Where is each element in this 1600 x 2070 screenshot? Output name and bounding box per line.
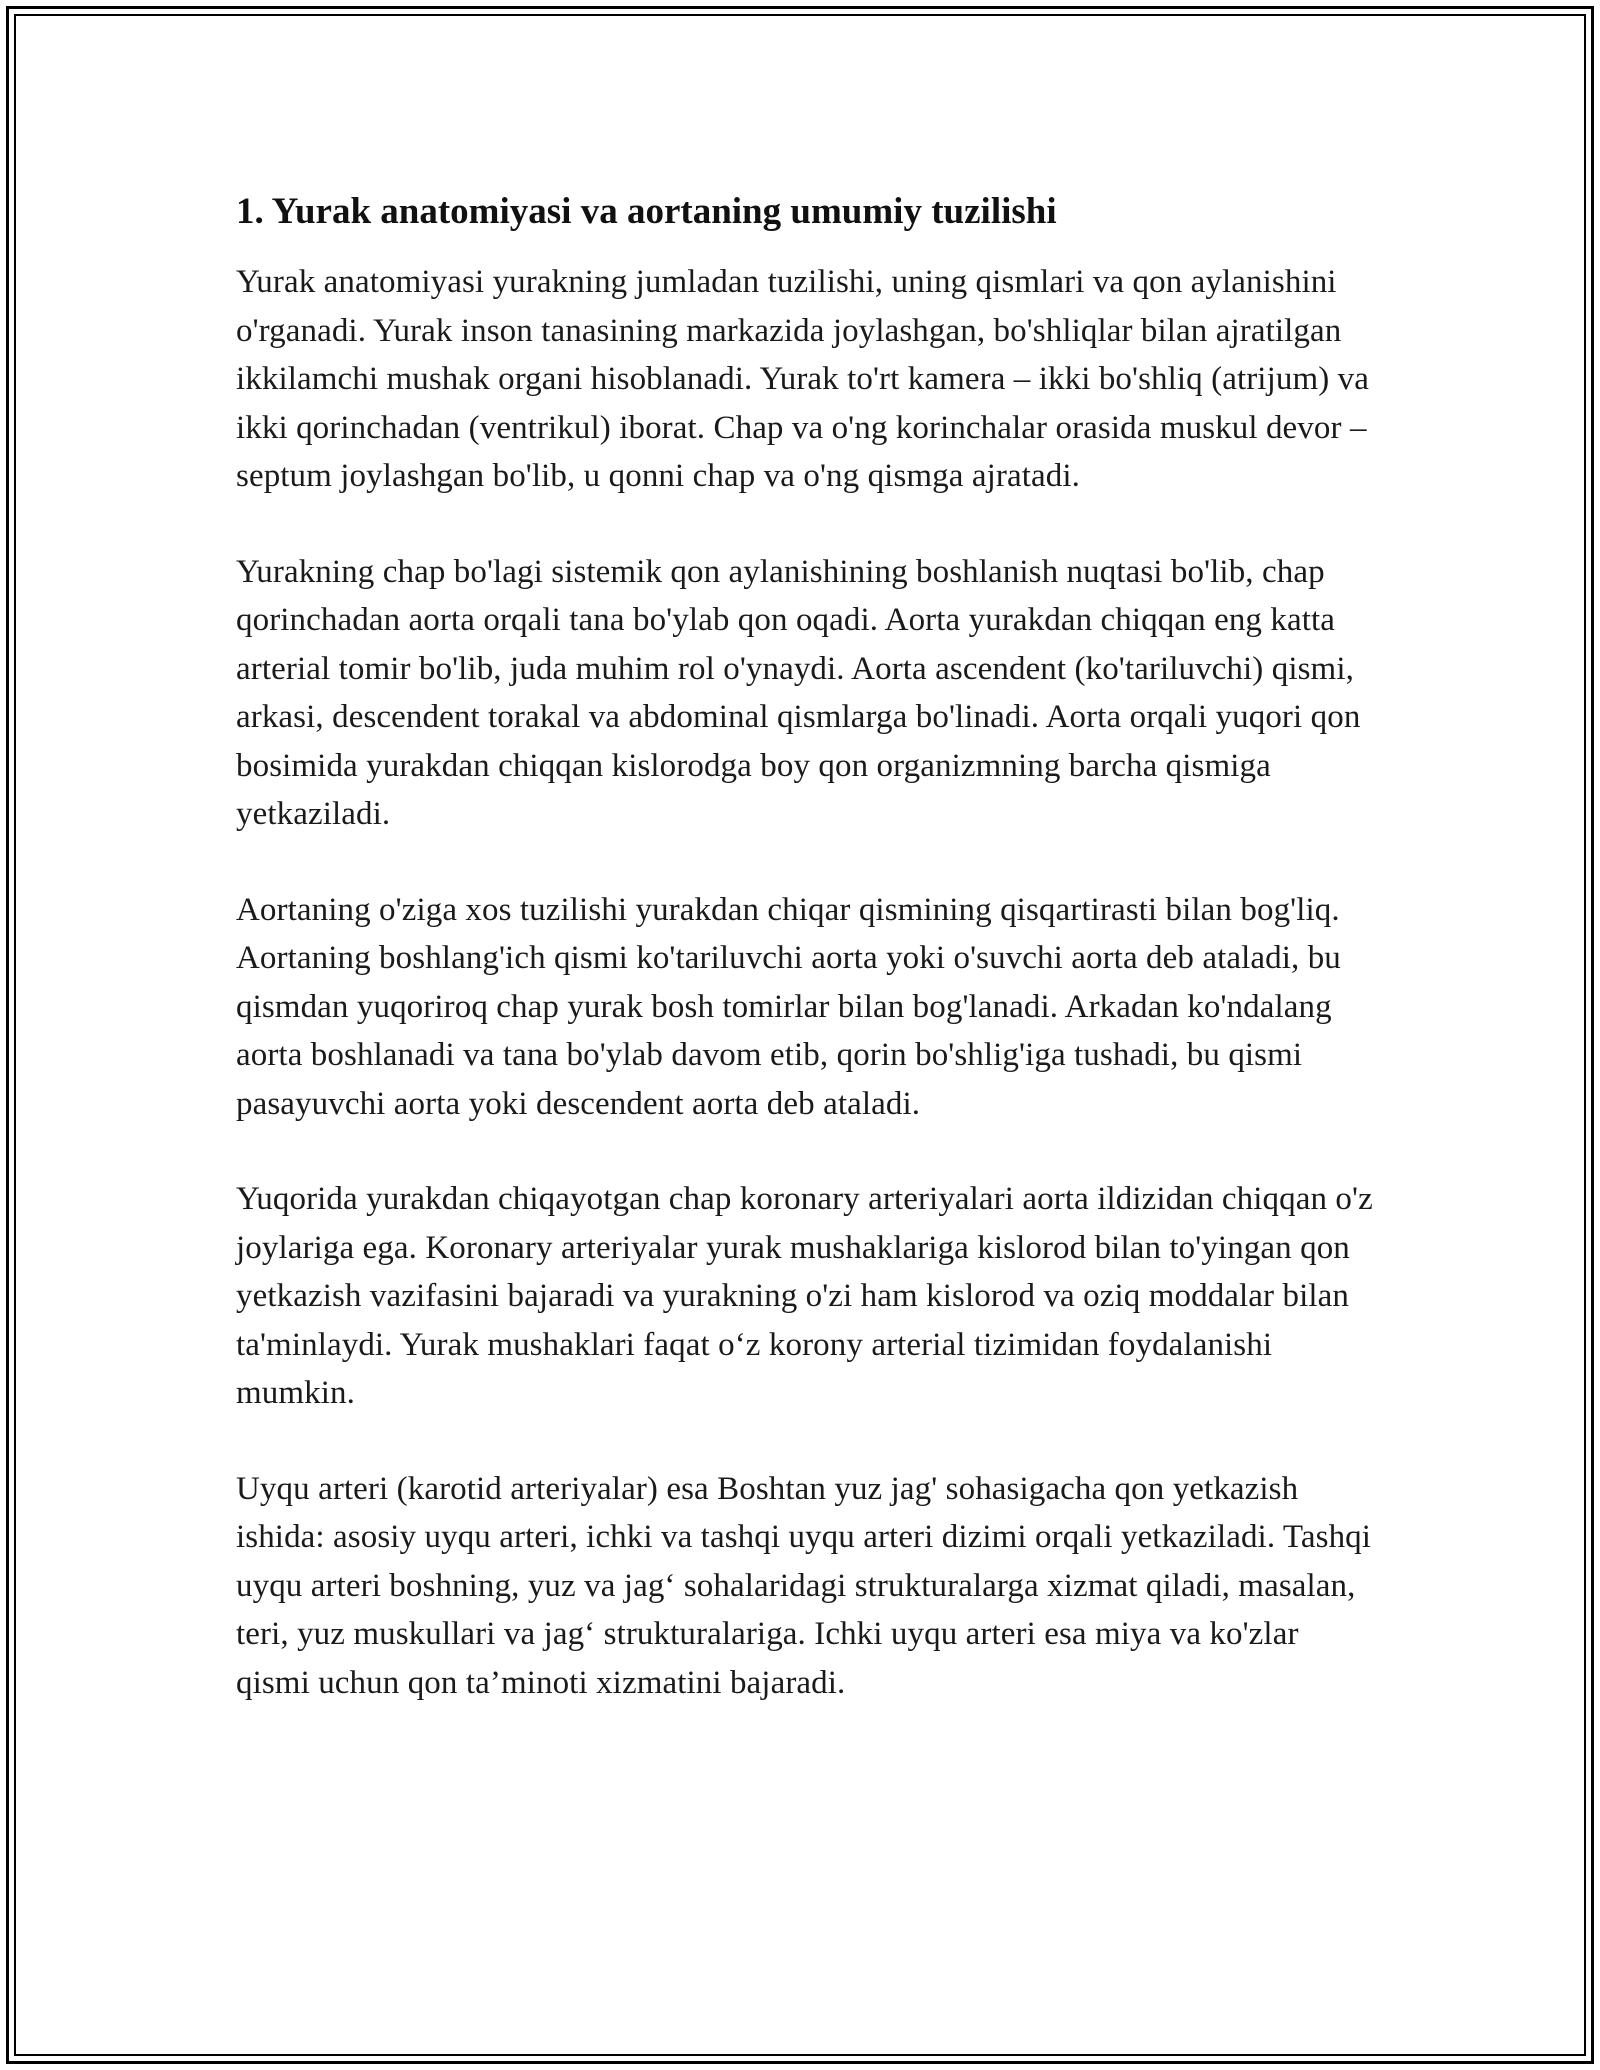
paragraph-5: Uyqu arteri (karotid arteriyalar) esa Boshtan yuz jag' sohasigacha qon yetkazish ishida: asosiy uyqu arteri, ichki va tashqi uyqu arteri dizimi orqali yetkaziladi. Tashqi uyqu arteri boshning, yuz va jag‘ sohalaridagi strukturalarga xizmat qiladi, masalan, teri, yuz muskullari va jag‘ strukturalariga. Ichki uyqu arteri esa miya va ko'zlar qismi uchun qon ta’minoti xizmatini bajaradi. <box>236 1470 1372 1701</box>
section-heading: 1. Yurak anatomiyasi va aortaning umumiy tuzilishi <box>236 191 1057 232</box>
paragraph-3: Aortaning o'ziga xos tuzilishi yurakdan chiqar qismining qisqartirasti bilan bog'liq. Aortaning boshlang'ich qismi ko'tariluvchi aorta yoki o'suvchi aorta deb ataladi, bu qismdan yuqoriroq chap yurak bosh tomirlar bilan bog'lanadi. Arkadan ko'ndalang aorta boshlanadi va tana bo'ylab davom etib, qorin bo'shlig'iga tushadi, bu qismi pasayuvchi aorta yoki descendent aorta deb ataladi. <box>236 891 1341 1122</box>
paragraph-4: Yuqorida yurakdan chiqayotgan chap koronary arteriyalari aorta ildizidan chiqqan o'z joylariga ega. Koronary arteriyalar yurak mushaklariga kislorod bilan to'yingan qon yetkazish vazifasini bajaradi va yurakning o'zi ham kislorod va oziq moddalar bilan ta'minlaydi. Yurak mushaklari faqat o‘z korony arterial tizimidan foydalanishi mumkin. <box>236 1181 1373 1411</box>
paragraph-2: Yurakning chap bo'lagi sistemik qon aylanishining boshlanish nuqtasi bo'lib, chap qorinchadan aorta orqali tana bo'ylab qon oqadi. Aorta yurakdan chiqqan eng katta arterial tomir bo'lib, juda muhim rol o'ynaydi. Aorta ascendent (ko'tariluvchi) qismi, arkasi, descendent torakal va abdominal qismlarga bo'linadi. Aorta orqali yuqori qon bosimida yurakdan chiqqan kislorodga boy qon organizmning barcha qismiga yetkaziladi. <box>236 553 1361 832</box>
document-body <box>236 188 1376 1754</box>
paragraph-1: Yurak anatomiyasi yurakning jumladan tuzilishi, uning qismlari va qon aylanishini o'rganadi. Yurak inson tanasining markazida joylashgan, bo'shliqlar bilan ajratilgan ikkilamchi mushak organi hisoblanadi. Yurak to'rt kamera – ikki bo'shliq (atrijum) va ikki qorinchadan (ventrikul) iborat. Chap va o'ng korinchalar orasida muskul devor – septum joylashgan bo'lib, u qonni chap va o'ng qismga ajratadi. <box>236 264 1369 494</box>
